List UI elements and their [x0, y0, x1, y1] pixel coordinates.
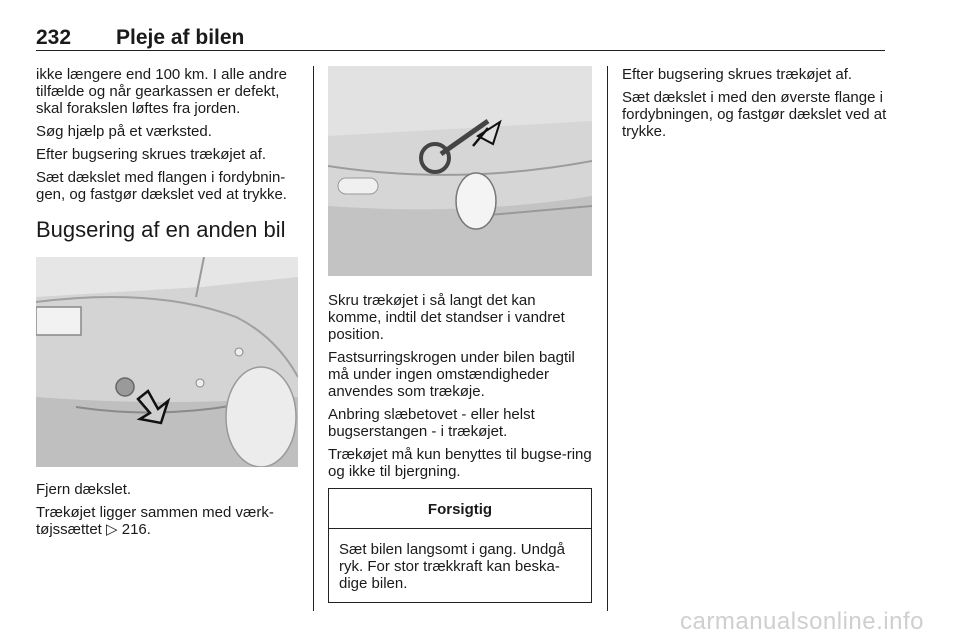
paragraph: Anbring slæbetovet - eller helst bugserstangen - i trækøjet.	[328, 406, 535, 440]
column-divider	[313, 66, 314, 611]
paragraph: Søg hjælp på et værksted.	[36, 123, 212, 140]
paragraph-text: Trækøjet ligger sammen med værk-tøjssættet	[36, 504, 274, 538]
page-number: 232	[36, 26, 72, 49]
paragraph: Efter bugsering skrues trækøjet af.	[622, 66, 853, 83]
paragraph: Efter bugsering skrues trækøjet af.	[36, 146, 267, 163]
watermark: carmanualsonline.info	[680, 608, 924, 635]
paragraph: Trækøjet må kun benyttes til bugse-ring og ikke til bjergning.	[328, 446, 592, 480]
paragraph	[36, 504, 298, 538]
towing-eye-illustration	[328, 66, 592, 276]
paragraph: Sæt dækslet med flangen i fordybnin-gen, og fastgør dækslet ved at trykke.	[36, 169, 287, 203]
caution-title: Forsigtig	[329, 489, 591, 529]
page-reference-icon[interactable]: ▷	[106, 521, 118, 538]
column-2	[328, 66, 592, 603]
caution-box	[328, 488, 592, 603]
caution-text: Sæt bilen langsomt i gang. Undgå ryk. For stor trækkraft kan beska-dige bilen.	[339, 541, 565, 592]
paragraph: Sæt dækslet i med den øverste flange i fordybningen, og fastgør dækslet ved at trykke.	[622, 89, 887, 140]
page-title: Pleje af bilen	[116, 26, 245, 49]
page-reference[interactable]: 216.	[121, 521, 151, 538]
section-heading: Bugsering af en anden bil	[36, 217, 286, 242]
column-divider	[607, 66, 608, 611]
column-1	[36, 66, 298, 544]
page-header	[36, 26, 885, 51]
paragraph: Fastsurringskrogen under bilen bagtil må under ingen omstændigheder anvendes som trækøje.	[328, 349, 575, 400]
column-3	[622, 66, 888, 146]
paragraph: ikke længere end 100 km. I alle andre tilfælde og når gearkassen er defekt, skal forakslen løftes fra jorden.	[36, 66, 287, 117]
rear-bumper-cover-illustration	[36, 257, 298, 467]
paragraph: Fjern dækslet.	[36, 481, 132, 498]
paragraph: Skru trækøjet i så langt det kan komme, indtil det standser i vandret position.	[328, 292, 565, 343]
